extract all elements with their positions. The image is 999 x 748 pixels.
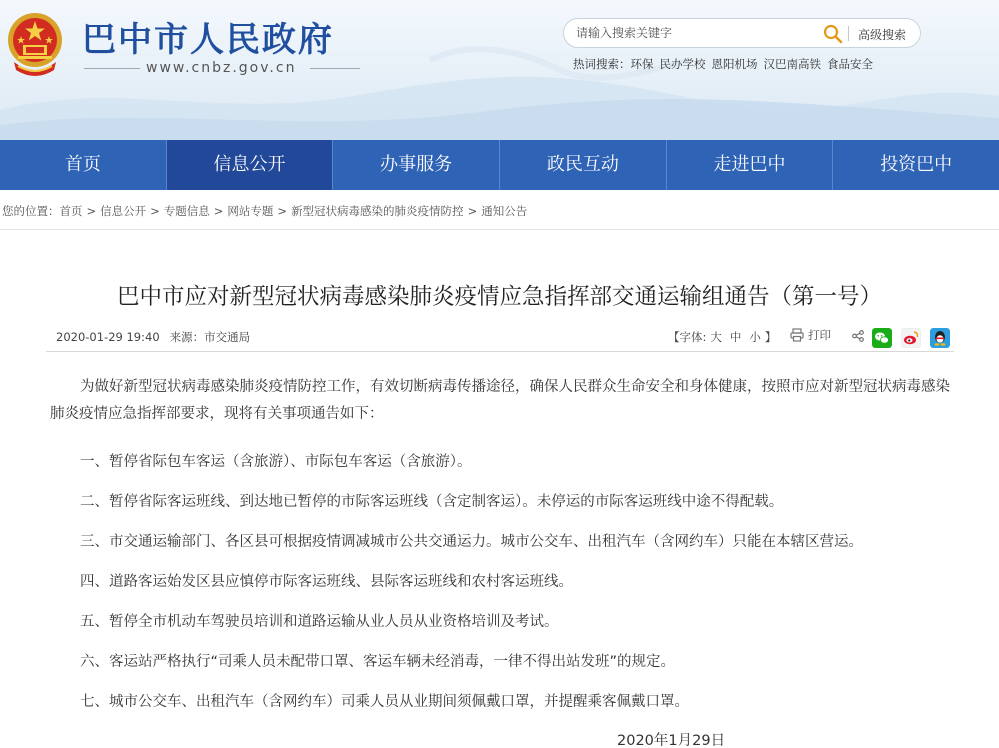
article-item-2: 二、暂停省际客运班线、到达地已暂停的市际客运班线（含定制客运）。未停运的市际客运班线中途不得配载。 — [80, 494, 784, 510]
nav-item-services[interactable]: 办事服务 — [332, 140, 499, 190]
print-label: 打印 — [808, 328, 831, 342]
nav-item-info-disclosure[interactable]: 信息公开 — [166, 140, 333, 190]
font-size-close: 】 — [764, 330, 777, 344]
font-size-medium[interactable]: 中 — [729, 330, 742, 344]
article-date: 2020年1月29日 — [617, 733, 726, 748]
font-size-small[interactable]: 小 — [749, 330, 761, 344]
site-title[interactable]: 巴中市人民政府 — [82, 20, 334, 60]
breadcrumb-item[interactable]: 通知公告 — [481, 204, 528, 218]
hot-search-label: 热词搜索： — [573, 57, 631, 71]
hot-search — [573, 56, 879, 72]
breadcrumb — [2, 203, 527, 219]
national-emblem-icon — [6, 8, 64, 82]
article-item-1: 一、暂停省际包车客运（含旅游）、市际包车客运（含旅游）。 — [80, 454, 472, 470]
article-item-5: 五、暂停全市机动车驾驶员培训和道路运输从业人员从业资格培训及考试。 — [80, 614, 559, 630]
search-input[interactable] — [576, 24, 816, 42]
magnifier-icon[interactable] — [822, 23, 844, 45]
meta-divider — [46, 351, 954, 352]
breadcrumb-item[interactable]: 新型冠状病毒感染的肺炎疫情防控 — [291, 204, 464, 218]
breadcrumb-separator: > — [277, 204, 288, 218]
site-header — [0, 0, 999, 140]
hot-search-item[interactable]: 民办学校 — [659, 57, 706, 71]
advanced-search-link[interactable]: 高级搜索 — [858, 28, 907, 42]
url-right-rule — [310, 68, 360, 69]
breadcrumb-item[interactable]: 专题信息 — [163, 204, 210, 218]
font-size-large[interactable]: 大 — [710, 330, 722, 344]
font-size-control — [668, 329, 776, 345]
article-intro: 为做好新型冠状病毒感染肺炎疫情防控工作，有效切断病毒传播途径，确保人民群众生命安全和身体健康，按照市应对新型冠状病毒感染肺炎疫情应急指挥部要求，现将有关事项通告如下： — [50, 379, 950, 422]
share-icon[interactable] — [852, 330, 864, 342]
main-nav — [0, 140, 999, 190]
site-url: www.cnbz.gov.cn — [146, 60, 297, 76]
search-box — [563, 18, 921, 48]
breadcrumb-separator: > — [213, 204, 224, 218]
breadcrumb-item[interactable]: 信息公开 — [100, 204, 147, 218]
article-item-4: 四、道路客运始发区县应慎停市际客运班线、县际客运班线和农村客运班线。 — [80, 574, 573, 590]
article-source: 来源：市交通局 — [169, 330, 251, 344]
hot-search-item[interactable]: 食品安全 — [827, 57, 873, 71]
wechat-icon[interactable] — [872, 328, 892, 348]
nav-item-about-bazhong[interactable]: 走进巴中 — [666, 140, 833, 190]
breadcrumb-item[interactable]: 网站专题 — [227, 204, 274, 218]
breadcrumb-separator: > — [467, 204, 478, 218]
qq-icon[interactable] — [930, 328, 950, 348]
font-size-label: 【字体: — [668, 330, 707, 344]
article-item-7: 七、城市公交车、出租汽车（含网约车）司乘人员从业期间须佩戴口罩，并提醒乘客佩戴口罩。 — [80, 694, 689, 710]
hot-search-item[interactable]: 环保 — [630, 57, 654, 71]
hot-search-item[interactable]: 汉巴南高铁 — [763, 57, 821, 71]
article-meta — [56, 329, 260, 345]
publish-datetime: 2020-01-29 19:40 — [56, 330, 160, 344]
nav-item-interaction[interactable]: 政民互动 — [499, 140, 666, 190]
print-button[interactable] — [790, 327, 831, 343]
search-divider — [848, 26, 849, 41]
breadcrumb-separator: > — [150, 204, 160, 218]
breadcrumb-label: 您的位置： — [2, 204, 60, 218]
hot-search-item[interactable]: 恩阳机场 — [711, 57, 758, 71]
nav-item-home[interactable]: 首页 — [64, 154, 101, 175]
printer-icon — [790, 328, 804, 342]
article-item-3: 三、市交通运输部门、各区县可根据疫情调减城市公共交通运力。城市公交车、出租汽车（含网约车）只能在本辖区营运。 — [80, 534, 863, 550]
article-item-6: 六、客运站严格执行“司乘人员未配带口罩、客运车辆未经消毒，一律不得出站发班”的规定。 — [80, 654, 676, 670]
breadcrumb-separator: > — [86, 204, 97, 218]
article-title: 巴中市应对新型冠状病毒感染肺炎疫情应急指挥部交通运输组通告（第一号） — [116, 284, 882, 310]
breadcrumb-item[interactable]: 首页 — [59, 204, 83, 218]
weibo-icon[interactable] — [901, 328, 921, 348]
nav-item-invest-bazhong[interactable]: 投资巴中 — [832, 140, 999, 190]
url-left-rule — [84, 68, 140, 69]
